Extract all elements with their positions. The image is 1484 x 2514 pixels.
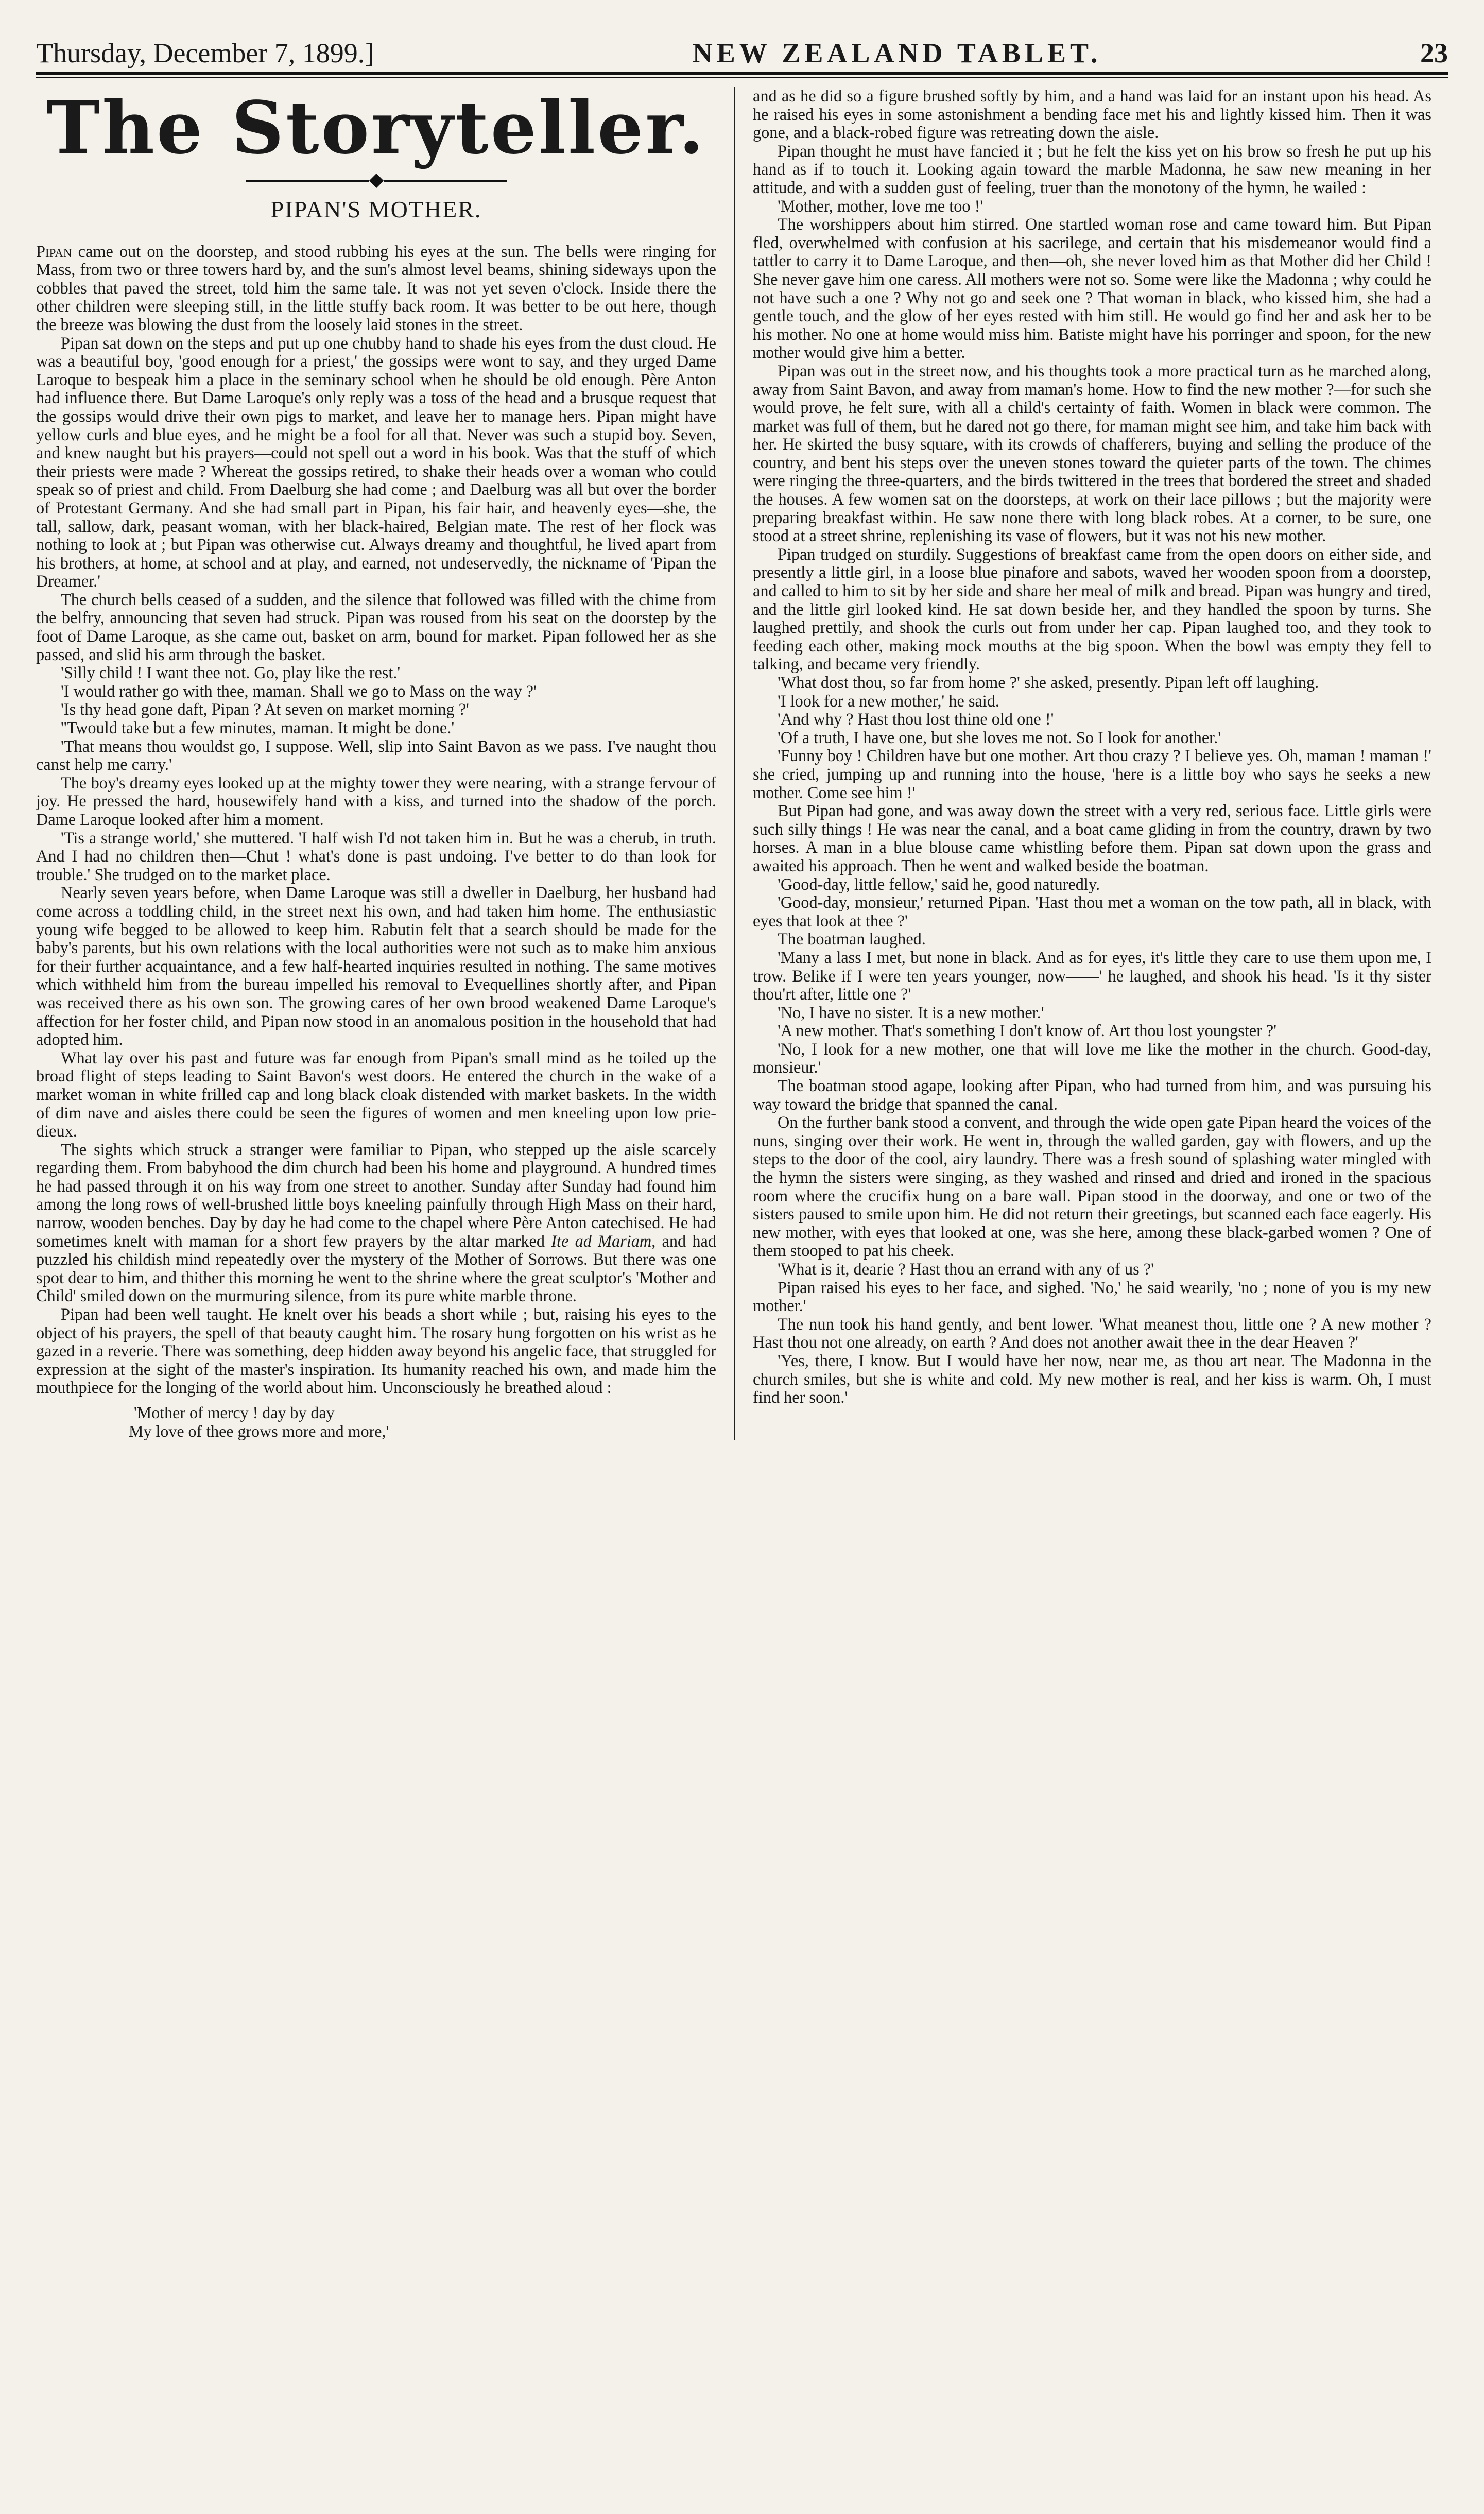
header-rule [36,72,1448,78]
right-column [734,87,1431,1440]
verse-line: 'Mother of mercy ! day by day [134,1403,335,1422]
italic-phrase: Ite ad Mariam [551,1231,652,1250]
paragraph: Pipan raised his eyes to her face, and sighed. 'No,' he said wearily, 'no ; none of you is my new mother.' [753,1278,1431,1315]
ornament-line-left [246,180,369,182]
paragraph: 'Many a lass I met, but none in black. And as for eyes, it's little they care to use them upon me, I trow. Belike if I were ten years younger, now——' he laughed, and shook his head. 'Is it thy sister thou'rt after, little one ?' [753,948,1431,1004]
verse-line: My love of thee grows more and more,' [129,1422,389,1440]
story-title: PIPAN'S MOTHER. [270,196,482,222]
paragraph: 'No, I have no sister. It is a new mother.' [778,1003,1044,1022]
paragraph: The sights which struck a stranger were familiar to Pipan, who stepped up the aisle scarcely regarding them. From babyhood the dim church had been his home and playground. A hundred times he had passed through it on his way from one street to another. Sunday after Sunday had found him among the long rows of well-brushed little boys kneeling painfully through High Mass on their hard, narrow, wooden benches. Day by day he had come to the chapel where Père Anton catechised. He had sometimes knelt with maman for a short few prayers by the altar marked Ite ad Mariam, and had puzzled his childish mind repeatedly over the mystery of the Mother of Sorrows. But there was one spot dear to him, and thither this morning he went to the shrine where the great sculptor's 'Mother and Child' smiled down on the murmuring silence, from its pure white marble throne. [36,1140,716,1305]
ornament-line-right [384,180,507,182]
paragraph: 'Yes, there, I know. But I would have her now, near me, as thou art near. The Madonna in the church smiles, but she is white and cold. My new mother is real, and her kiss is warm. Oh, I must find her soon.' [753,1351,1431,1407]
issue-date: Thursday, December 7, 1899.] [36,38,374,68]
paragraph: Nearly seven years before, when Dame Laroque was still a dweller in Daelburg, her husband had come across a toddling child, in the street next his own, and had taken him home. The enthusiastic young wife begged to be allowed to keep him. Rabutin felt that a search should be made for the baby's parents, but his own relations with the local authorities were not such as to make him anxious for their further acquaintance, and a few half-hearted inquiries resulted in nothing. The same motives which withheld him from the bureau impelled his removal to Evequellines shortly after, and Pipan was received there as his own son. The growing cares of her own brood weakened Dame Laroque's affection for her foster child, and Pipan now stood in an anomalous position in the household that had adopted him. [36,883,716,1049]
paragraph: Pipan thought he must have fancied it ; but he felt the kiss yet on his brow so fresh he put up his hand as if to touch it. Looking again toward the marble Madonna, he saw new meaning in her attitude, and with a sudden gust of feeling, truer than the monotony of the hymn, he wailed : [753,141,1431,197]
paragraph: 'I look for a new mother,' he said. [778,691,999,710]
page-header [36,21,1448,67]
article-columns [36,87,1448,1440]
paragraph: 'Good-day, little fellow,' said he, good naturedly. [778,874,1100,893]
paragraph: 'Tis a strange world,' she muttered. 'I half wish I'd not taken him in. But he was a cherub, in truth. And I had no children then—Chut ! what's done is past undoing. I've better to do than look for trouble.' She trudged on to the market place. [36,828,716,884]
paragraph: 'Silly child ! I want thee not. Go, play like the rest.' [61,663,401,682]
verse-quote [129,1403,716,1440]
paragraph: 'Good-day, monsieur,' returned Pipan. 'Hast thou met a woman on the tow path, all in black, with eyes that look at thee ?' [753,893,1431,930]
section-masthead: The Storyteller. [46,86,706,170]
paragraph: 'What dost thou, so far from home ?' she asked, presently. Pipan left off laughing. [778,673,1319,692]
paragraph: Pipan came out on the doorstep, and stood rubbing his eyes at the sun. The bells were ringing for Mass, from two or three towers hard by, and the sun's almost level beams, shining sideways upon the cobbles that paved the street, told him the same tale. It was not yet seven o'clock. Inside there the other children were sleeping still, in the little stuffy back room. It was better to be out here, though the breeze was blowing the dust from the loosely laid stones in the street. [36,242,716,334]
paragraph: Pipan was out in the street now, and his thoughts took a more practical turn as he marched along, away from Saint Bavon, and away from maman's home. How to find the new mother ?—for such she would prove, he felt sure, with all a child's certainty of faith. Women in black were common. The market was full of them, but he dared not go there, for maman might see him, and take him back with her. He skirted the busy square, with its crowds of chafferers, buying and selling the produce of the country, and bent his steps over the uneven stones toward the quieter parts of the town. The chimes were ringing the three-quarters, and the birds twittered in the trees that bordered the street and shaded the houses. A few women sat on the doorsteps, at work on their lace pillows ; but the majority were preparing breakfast within. He saw none there with long black robes. At a corner, to be sure, one stood at a street shrine, replenishing its vase of flowers, but it was not his new mother. [753,361,1431,545]
paragraph: 'I would rather go with thee, maman. Shall we go to Mass on the way ?' [61,681,537,700]
paragraph: What lay over his past and future was far enough from Pipan's small mind as he toiled up the broad flight of steps leading to Saint Bavon's west doors. He entered the church in the wake of a market woman in white frilled cap and long black cloak distended with market baskets. In the width of dim nave and aisles there could be seen the figures of women and men kneeling upon low prie-dieux. [36,1048,716,1141]
paragraph: The boatman stood agape, looking after Pipan, who had turned from him, and was pursuing his way toward the bridge that spanned the canal. [753,1076,1431,1113]
paragraph: 'Mother, mother, love me too !' [778,196,983,215]
paragraph: 'No, I look for a new mother, one that will love me like the mother in the church. Good-day, monsieur.' [753,1039,1431,1077]
paragraph: 'Is thy head gone daft, Pipan ? At seven on market morning ?' [61,700,469,719]
paragraph: 'That means thou wouldst go, I suppose. Well, slip into Saint Bavon as we pass. I've naught thou canst help me carry.' [36,736,716,774]
diamond-icon [369,174,383,188]
paragraph: The church bells ceased of a sudden, and the silence that followed was filled with the chime from the belfry, announcing that seven had struck. Pipan was roused from his seat on the doorstep by the foot of Dame Laroque, as she came out, basket on arm, bound for market. Pipan followed her as she passed, and slid his arm through the basket. [36,590,716,664]
paragraph: 'Of a truth, I have one, but she loves me not. So I look for another.' [778,728,1221,747]
left-column [36,87,734,1440]
paragraph: The worshippers about him stirred. One startled woman rose and came toward him. But Pipan fled, overwhelmed with confusion at his sacrilege, and certain that his misdemeanor would find a tattler to carry it to Dame Laroque, and then—oh, she never loved him as that Mother did her Child ! She never gave him one caress. All mothers were not so. Some were like the Madonna ; why could he not have such a one ? Why not go and seek one ? That woman in black, who kissed him, she had a gentle touch, and the glow of her eyes rested with him still. He would go find her and ask her to be his mother. No one at home would miss him. Batiste might have his porringer and spoon, for the new mother would give him a better. [753,215,1431,362]
paragraph: The nun took his hand gently, and bent lower. 'What meanest thou, little one ? A new mother ? Hast thou not one already, on earth ? And does not another await thee in the dear Heaven ?' [753,1314,1431,1352]
paragraph: 'A new mother. That's something I don't know of. Art thou lost youngster ?' [778,1021,1277,1040]
page-number: 23 [1420,38,1448,68]
paragraph: 'And why ? Hast thou lost thine old one !' [778,710,1054,729]
paragraph: Pipan sat down on the steps and put up one chubby hand to shade his eyes from the dust cloud. He was a beautiful boy, 'good enough for a priest,' the gossips were wont to say, and they urged Dame Laroque to bespeak him a place in the seminary school when he should be old enough. Père Anton had influence there. But Dame Laroque's only reply was a toss of the head and a brusque request that the gossips would drive their own pigs to market, and leave her to manage hers. Pipan might have yellow curls and blue eyes, and he might be a fool for all that. Never was such a stupid boy. Seven, and knew naught but his prayers—could not spell out a word in his book. Was that the stuff of which their priests were made ? Whereat the gossips retired, to shake their heads over a woman who could speak so of priest and child. From Daelburg she had come ; and Daelburg was all but over the border of Protestant Germany. And she had small part in Pipan, his fair hair, and heavenly eyes—she, the tall, sallow, dark, peasant woman, with her black-haired, Belgian mate. The rest of her flock was nothing to look at ; but Pipan was otherwise cut. Always dreamy and thoughtful, he lived apart from his brothers, at home, at school and at play, and earned, not undeservedly, the nickname of 'Pipan the Dreamer.' [36,333,716,591]
first-word: Pipan [36,242,72,261]
ornament-divider [36,176,716,186]
paragraph: 'Funny boy ! Children have but one mother. Art thou crazy ? I believe yes. Oh, maman ! maman !' she cried, jumping up and running into the house, 'here is a little boy who says he seeks a new mother. Come see him !' [753,746,1431,802]
paragraph: The boatman laughed. [778,929,926,949]
publication-title: NEW ZEALAND TABLET. [692,38,1102,68]
paragraph: ''Twould take but a few minutes, maman. It might be done.' [61,718,455,737]
paragraph: 'What is it, dearie ? Hast thou an errand with any of us ?' [778,1260,1154,1278]
paragraph: Pipan trudged on sturdily. Suggestions of breakfast came from the open doors on either side, and presently a little girl, in a loose blue pinafore and sabots, waved her wooden spoon from a doorstep, and called to him to sit by her side and share her meal of milk and bread. Pipan was hungry and tired, and the little girl looked kind. He sat down beside her, and they handled the spoon by turns. She laughed prettily, and shook the curls out from under her cap. Pipan laughed too, and they took to feeding each other, making mock mouths at the big spoon. When the bowl was empty they fell to talking, and became very friendly. [753,544,1431,674]
paragraph: But Pipan had gone, and was away down the street with a very red, serious face. Little girls were such silly things ! He was near the canal, and a boat came gliding in from the country, drawn by two horses. A man in a blue blouse came whistling before them. Pipan sat down upon the grass and awaited his approach. Then he went and walked beside the boatman. [753,801,1431,875]
paragraph: On the further bank stood a convent, and through the wide open gate Pipan heard the voices of the nuns, singing over their work. He went in, through the walled garden, gay with flowers, and up the steps to the door of the cool, airy laundry. There was a fresh sound of splashing water mingled with the hymn the sisters were singing, as they washed and rinsed and dried and ironed in the spacious room where the crucifix hung on a bare wall. Pipan stood in the doorway, and one or two of the sisters paused to smile upon him. He did not return their greetings, but scanned each face eagerly. His new mother, with eyes that looked at one, was she here, among these black-garbed women ? One of them stooped to pat his cheek. [753,1113,1431,1260]
paragraph: and as he did so a figure brushed softly by him, and a hand was laid for an instant upon his head. As he raised his eyes in some astonishment a bending face met his and lightly kissed him. Then it was gone, and a black-robed figure was retreating down the aisle. [753,87,1431,142]
paragraph: Pipan had been well taught. He knelt over his beads a short while ; but, raising his eyes to the object of his prayers, the spell of that beauty caught him. The rosary hung forgotten on his wrist as he gazed in a reverie. There was something, deep hidden away beyond his angelic face, that struggled for expression at the sight of the master's inspiration. Its humanity reached his own, and made him the mouthpiece for the longing of the world about him. Unconsciously he breathed aloud : [36,1305,716,1397]
paragraph: The boy's dreamy eyes looked up at the mighty tower they were nearing, with a strange fervour of joy. He pressed the hard, housewifely hand with a kiss, and turned into the shadow of the porch. Dame Laroque looked after him a moment. [36,773,716,829]
